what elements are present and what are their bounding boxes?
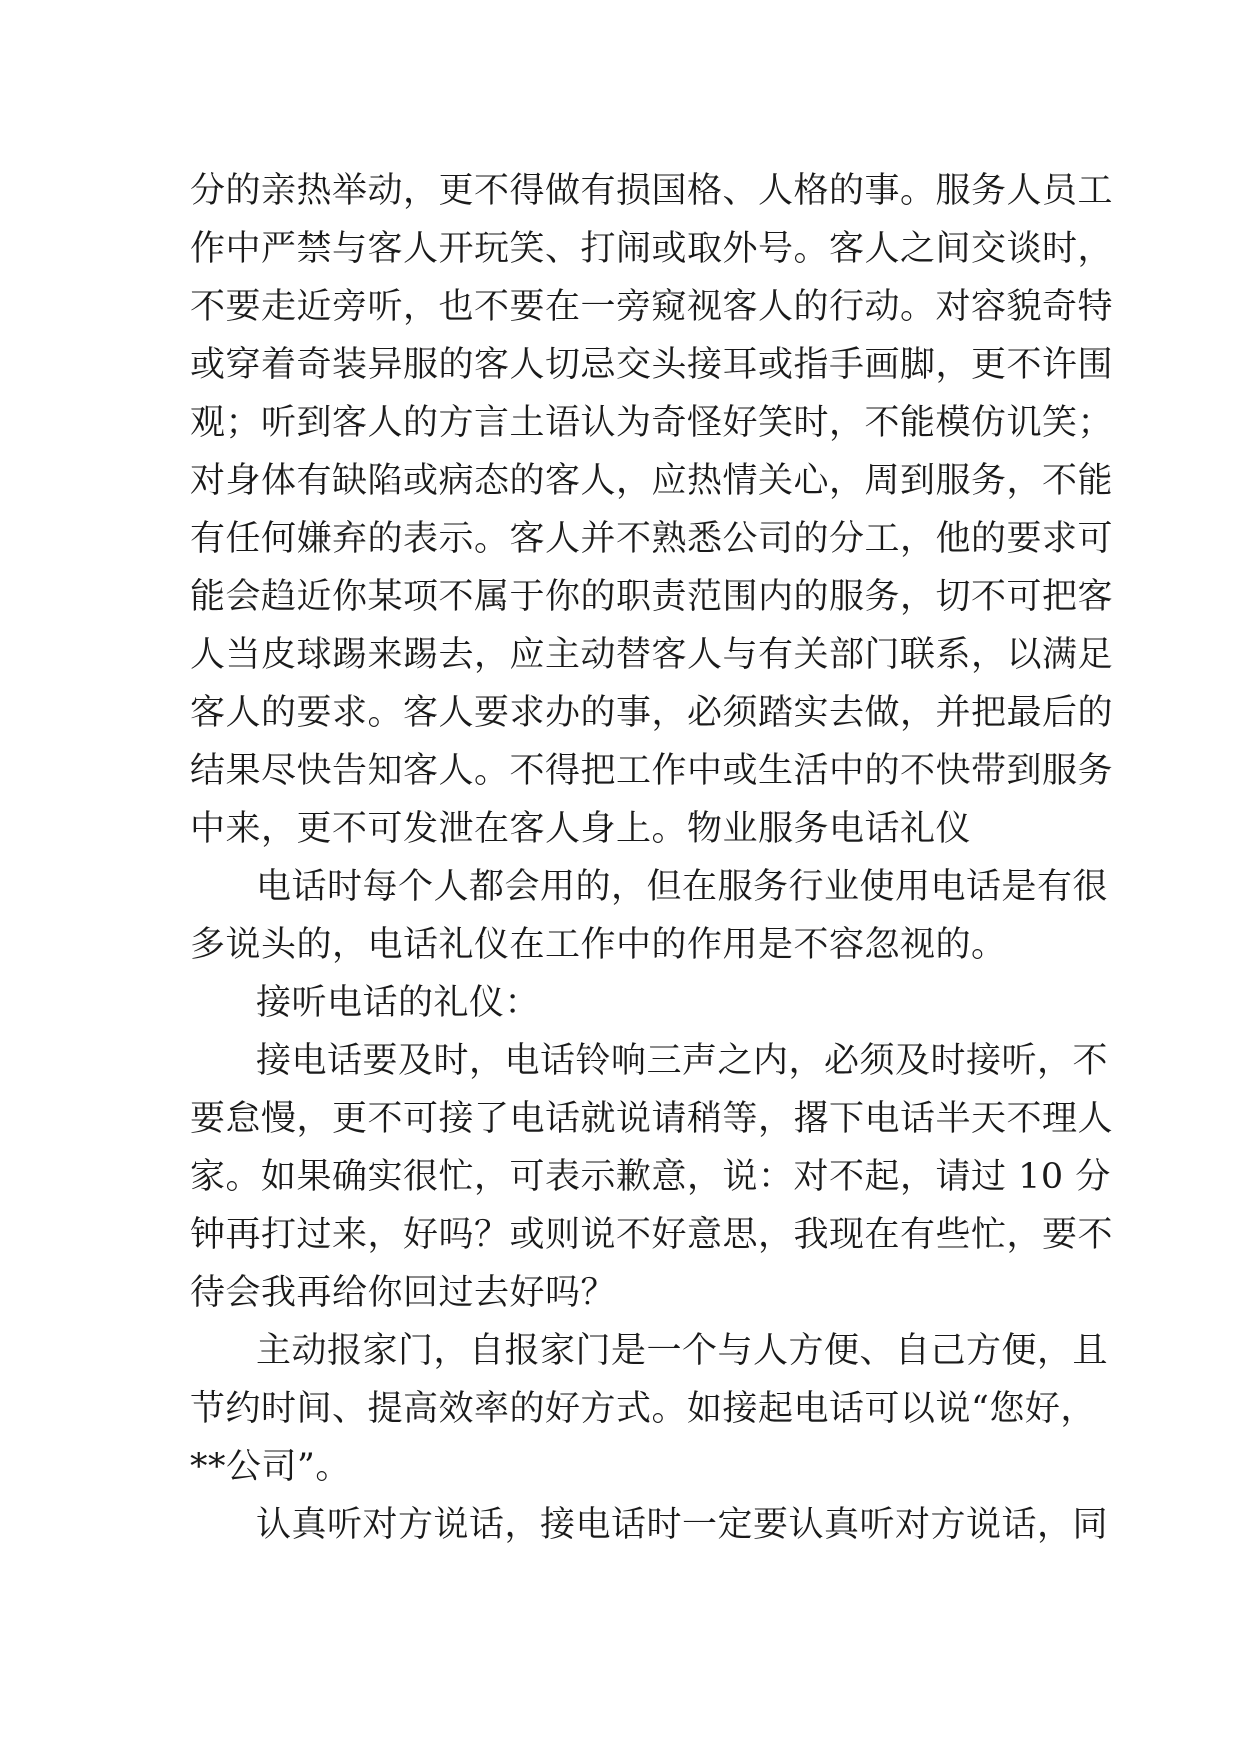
paragraph-first-line: 接电话要及时，电话铃响三声之内，必须及时接听，不 (256, 1041, 1109, 1081)
paragraph-first-line: 主动报家门，自报家门是一个与人方便、自己方便，且 (256, 1331, 1109, 1371)
text-line: 或穿着奇装异服的客人切忌交头接耳或指手画脚，更不许围 (190, 345, 1114, 385)
text-line: 对身体有缺陷或病态的客人，应热情关心，周到服务，不能 (190, 461, 1114, 501)
paragraph-first-line: 电话时每个人都会用的，但在服务行业使用电话是有很 (256, 867, 1109, 907)
text-line: 有任何嫌弃的表示。客人并不熟悉公司的分工，他的要求可 (190, 519, 1114, 559)
text-line: 作中严禁与客人开玩笑、打闹或取外号。客人之间交谈时， (190, 229, 1114, 269)
text-line: 分的亲热举动，更不得做有损国格、人格的事。服务人员工 (190, 171, 1114, 211)
text-line: 节约时间、提高效率的好方式。如接起电话可以说“您好， (190, 1389, 1096, 1429)
text-line: 中来，更不可发泄在客人身上。物业服务电话礼仪 (190, 809, 972, 849)
text-line: 人当皮球踢来踢去，应主动替客人与有关部门联系，以满足 (190, 635, 1114, 675)
paragraph-first-line: 认真听对方说话，接电话时一定要认真听对方说话，同 (256, 1505, 1109, 1545)
text-line: 钟再打过来，好吗？或则说不好意思，我现在有些忙，要不 (190, 1215, 1114, 1255)
section-heading: 接听电话的礼仪： (256, 983, 541, 1023)
text-line: 观；听到客人的方言土语认为奇怪好笑时，不能模仿讥笑； (190, 403, 1114, 443)
text-line: 待会我再给你回过去好吗？ (190, 1273, 617, 1313)
text-line: 家。如果确实很忙，可表示歉意，说：对不起，请过 10 分 (190, 1157, 1111, 1197)
document-body (190, 162, 1114, 1554)
text-line: 不要走近旁听，也不要在一旁窥视客人的行动。对容貌奇特 (190, 287, 1114, 327)
text-line: 要怠慢，更不可接了电话就说请稍等，撂下电话半天不理人 (190, 1099, 1114, 1139)
text-line: 客人的要求。客人要求办的事，必须踏实去做，并把最后的 (190, 693, 1114, 733)
text-line: 结果尽快告知客人。不得把工作中或生活中的不快带到服务 (190, 751, 1114, 791)
text-line: 能会趋近你某项不属于你的职责范围内的服务，切不可把客 (190, 577, 1114, 617)
text-line: **公司”。 (190, 1447, 351, 1487)
text-line: 多说头的，电话礼仪在工作中的作用是不容忽视的。 (190, 925, 1007, 965)
